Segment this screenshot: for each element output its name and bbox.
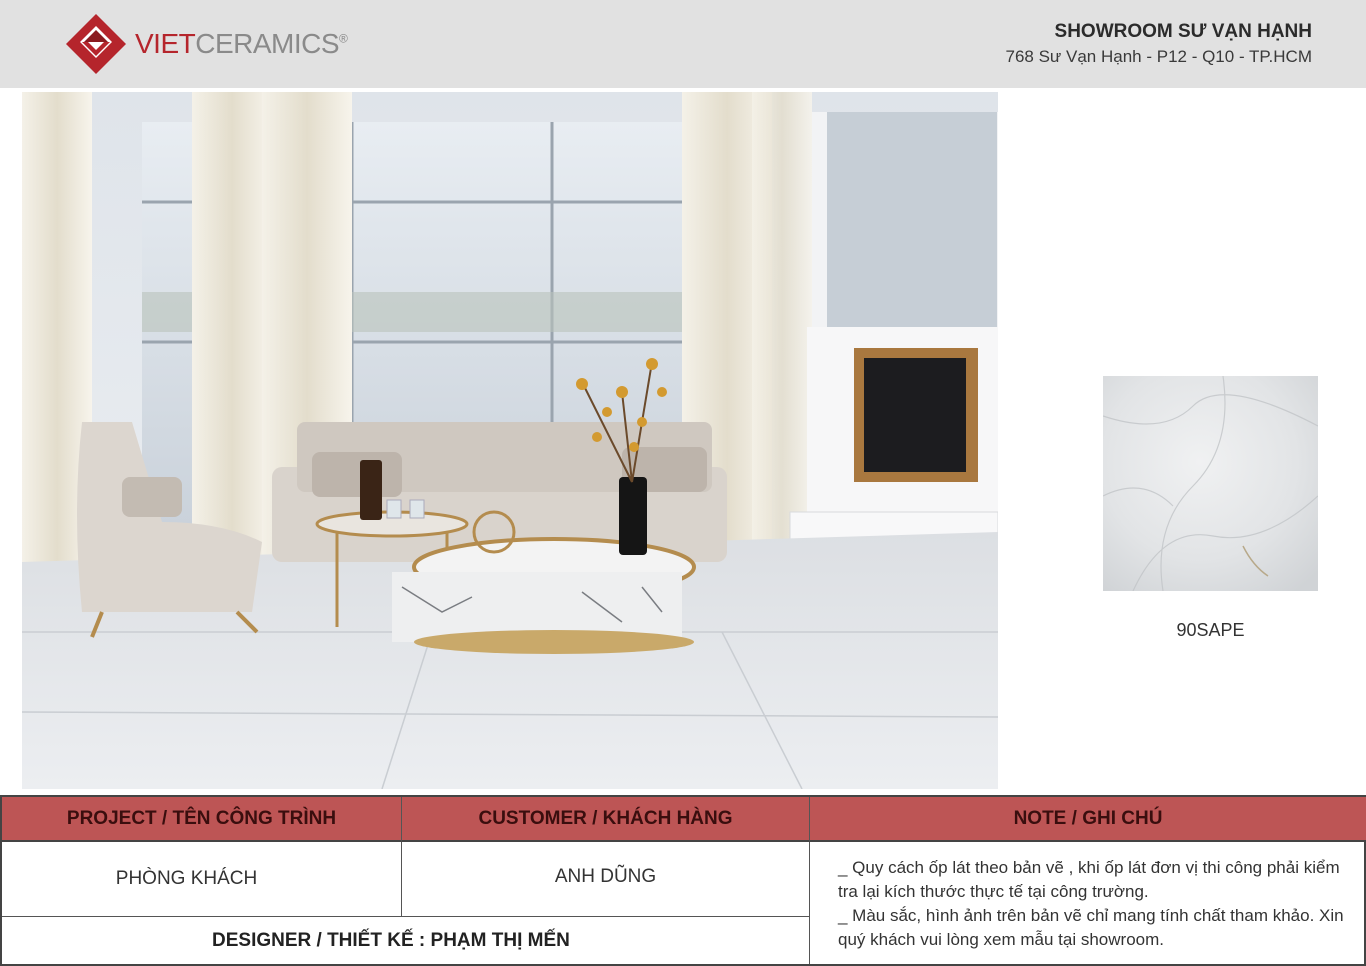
showroom-name: SHOWROOM SƯ VẠN HẠNH xyxy=(1054,21,1312,42)
showroom-info xyxy=(1005,21,1312,67)
showroom-address: 768 Sư Vạn Hạnh - P12 - Q10 - TP.HCM xyxy=(1005,47,1312,66)
customer-header: CUSTOMER / KHÁCH HÀNG xyxy=(402,797,810,842)
project-header: PROJECT / TÊN CÔNG TRÌNH xyxy=(2,797,402,842)
brand-name: VIETCERAMICS® xyxy=(135,28,348,59)
note-text xyxy=(838,856,1358,952)
designer-cell: DESIGNER / THIẾT KẾ : PHẠM THỊ MẾN xyxy=(2,917,810,964)
page-header xyxy=(0,0,1366,88)
tile-swatch xyxy=(1103,376,1318,591)
note-line-2: _ Màu sắc, hình ảnh trên bản vẽ chỉ mang tính chất tham khảo. Xin quý khách vui lòng xem mẫu tại showroom. xyxy=(838,906,1344,949)
project-value: PHÒNG KHÁCH xyxy=(2,842,402,917)
customer-value: ANH DŨNG xyxy=(402,842,810,917)
tile-code: 90SAPE xyxy=(1176,620,1245,640)
note-header: NOTE / GHI CHÚ xyxy=(810,797,1366,842)
note-line-1: _ Quy cách ốp lát theo bản vẽ , khi ốp lát đơn vị thi công phải kiểm tra lại kích thước thực tế tại công trường. xyxy=(838,858,1340,901)
living-room-render xyxy=(22,92,998,789)
vietceramics-logo-icon xyxy=(64,12,128,76)
